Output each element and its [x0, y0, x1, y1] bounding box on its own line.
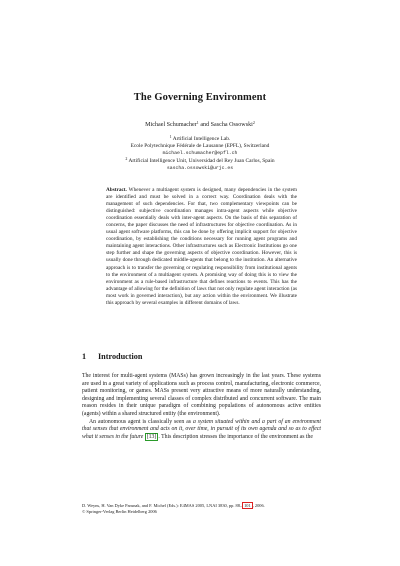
- paragraph: The interest for multi-agent systems (MASs) has grown increasingly in the last years. These systems are used in a great variety of applications such as process control, manufacturing, electronic commerce, patient monitoring, or games. MASs present very attractive means of more naturally understanding, designing and implementing several classes of complex distributed and concurrent software. The main reason resides in their unique paradigm of combining populations of autonomous active entities (agents) within a shared structured entity (the environment).: [82, 373, 321, 417]
- author-email[interactable]: michael.schumacher@epfl.ch: [162, 151, 238, 156]
- affiliation-block: [0, 136, 400, 157]
- citation-link[interactable]: [13]: [146, 433, 157, 440]
- section-heading: [82, 352, 322, 361]
- affiliation-line: Artificial Intelligence Unit, Universidad del Rey Juan Carlos, Spain: [128, 158, 275, 164]
- page-link[interactable]: 101: [244, 503, 251, 508]
- section-title: Introduction: [98, 352, 143, 361]
- abstract-text: Whenever a multiagent system is designed, many dependencies in the system are identified and must be solved in a correct way. Coordination deals with the management of such dependencies. For that, two complementary viewpoints can be distinguished: subjective coordination manages intra-agent aspects while objective coordination essentially deals with inter-agent aspects. On the basis of this separation of concerns, the paper discusses the need of infrastructures for objective coordination. As in usual agent software platforms, this can be done by offering implicit support for objective coordination, by establishing the conditions necessary for running agent programs and maintaining agent interactions. Other infrastructures such as Electronic Institutions go one step further and shape the governing aspects of objective coordination. However, this is usually done through dedicated middle-agents that belong to the institution. An alternative approach is to transfer the governing or regulating responsibility from institutional agents to the environment of a multiagent system. A promising way of doing this is to view the environment as a rule-based infrastructure that defines reactions to events. This has the advantage of allowing for the definition of laws that not only regulate agent interaction (as most work in governed interaction), but any action within the environment. We illustrate this approach by several examples in different domains of laws.: [106, 187, 297, 306]
- paper-title: The Governing Environment: [133, 92, 267, 103]
- author-affiliation-mark: 2: [252, 120, 255, 125]
- footer-citation: D. Weyns, H. Van Dyke Parunak, and F. Michel (Eds.): E4MAS 2005, LNAI 3830, pp. 88–: [82, 503, 243, 508]
- publication-footer: [82, 503, 322, 514]
- paragraph: [82, 419, 321, 442]
- author-name: Sascha Ossowski: [210, 122, 253, 128]
- abstract: [106, 187, 297, 307]
- affiliation-mark: 2: [125, 156, 128, 161]
- section-number: 1: [82, 352, 87, 361]
- paragraph-text: . This description stresses the importance of the environment as the: [158, 433, 313, 440]
- affiliation-line: Ecole Polytechnique Fédérale de Lausanne (EPFL), Switzerland: [130, 143, 270, 149]
- paragraph-text: An autonomous agent is classically seen as: [89, 418, 193, 425]
- affiliation-line: Artificial Intelligence Lab.: [172, 136, 231, 142]
- body-text: [82, 373, 321, 441]
- author-list: [0, 122, 400, 128]
- affiliation-mark: 1: [169, 134, 172, 139]
- copyright-notice: © Springer-Verlag Berlin Heidelberg 2006: [82, 508, 157, 514]
- affiliation-block: [0, 158, 400, 172]
- quoted-definition: a system situated within and a part of an environment that senses that environment and acts on it, over time, in pursuit of its own agenda and so as to effect what it senses in the future: [82, 418, 321, 440]
- author-separator: and: [200, 122, 210, 128]
- author-email[interactable]: sascha.ossowski@urjc.es: [166, 166, 234, 171]
- footer-citation-end: , 2006.: [252, 503, 265, 508]
- author-affiliation-mark: 1: [196, 120, 199, 125]
- author-name: Michael Schumacher: [145, 122, 197, 128]
- abstract-heading: Abstract.: [106, 187, 127, 193]
